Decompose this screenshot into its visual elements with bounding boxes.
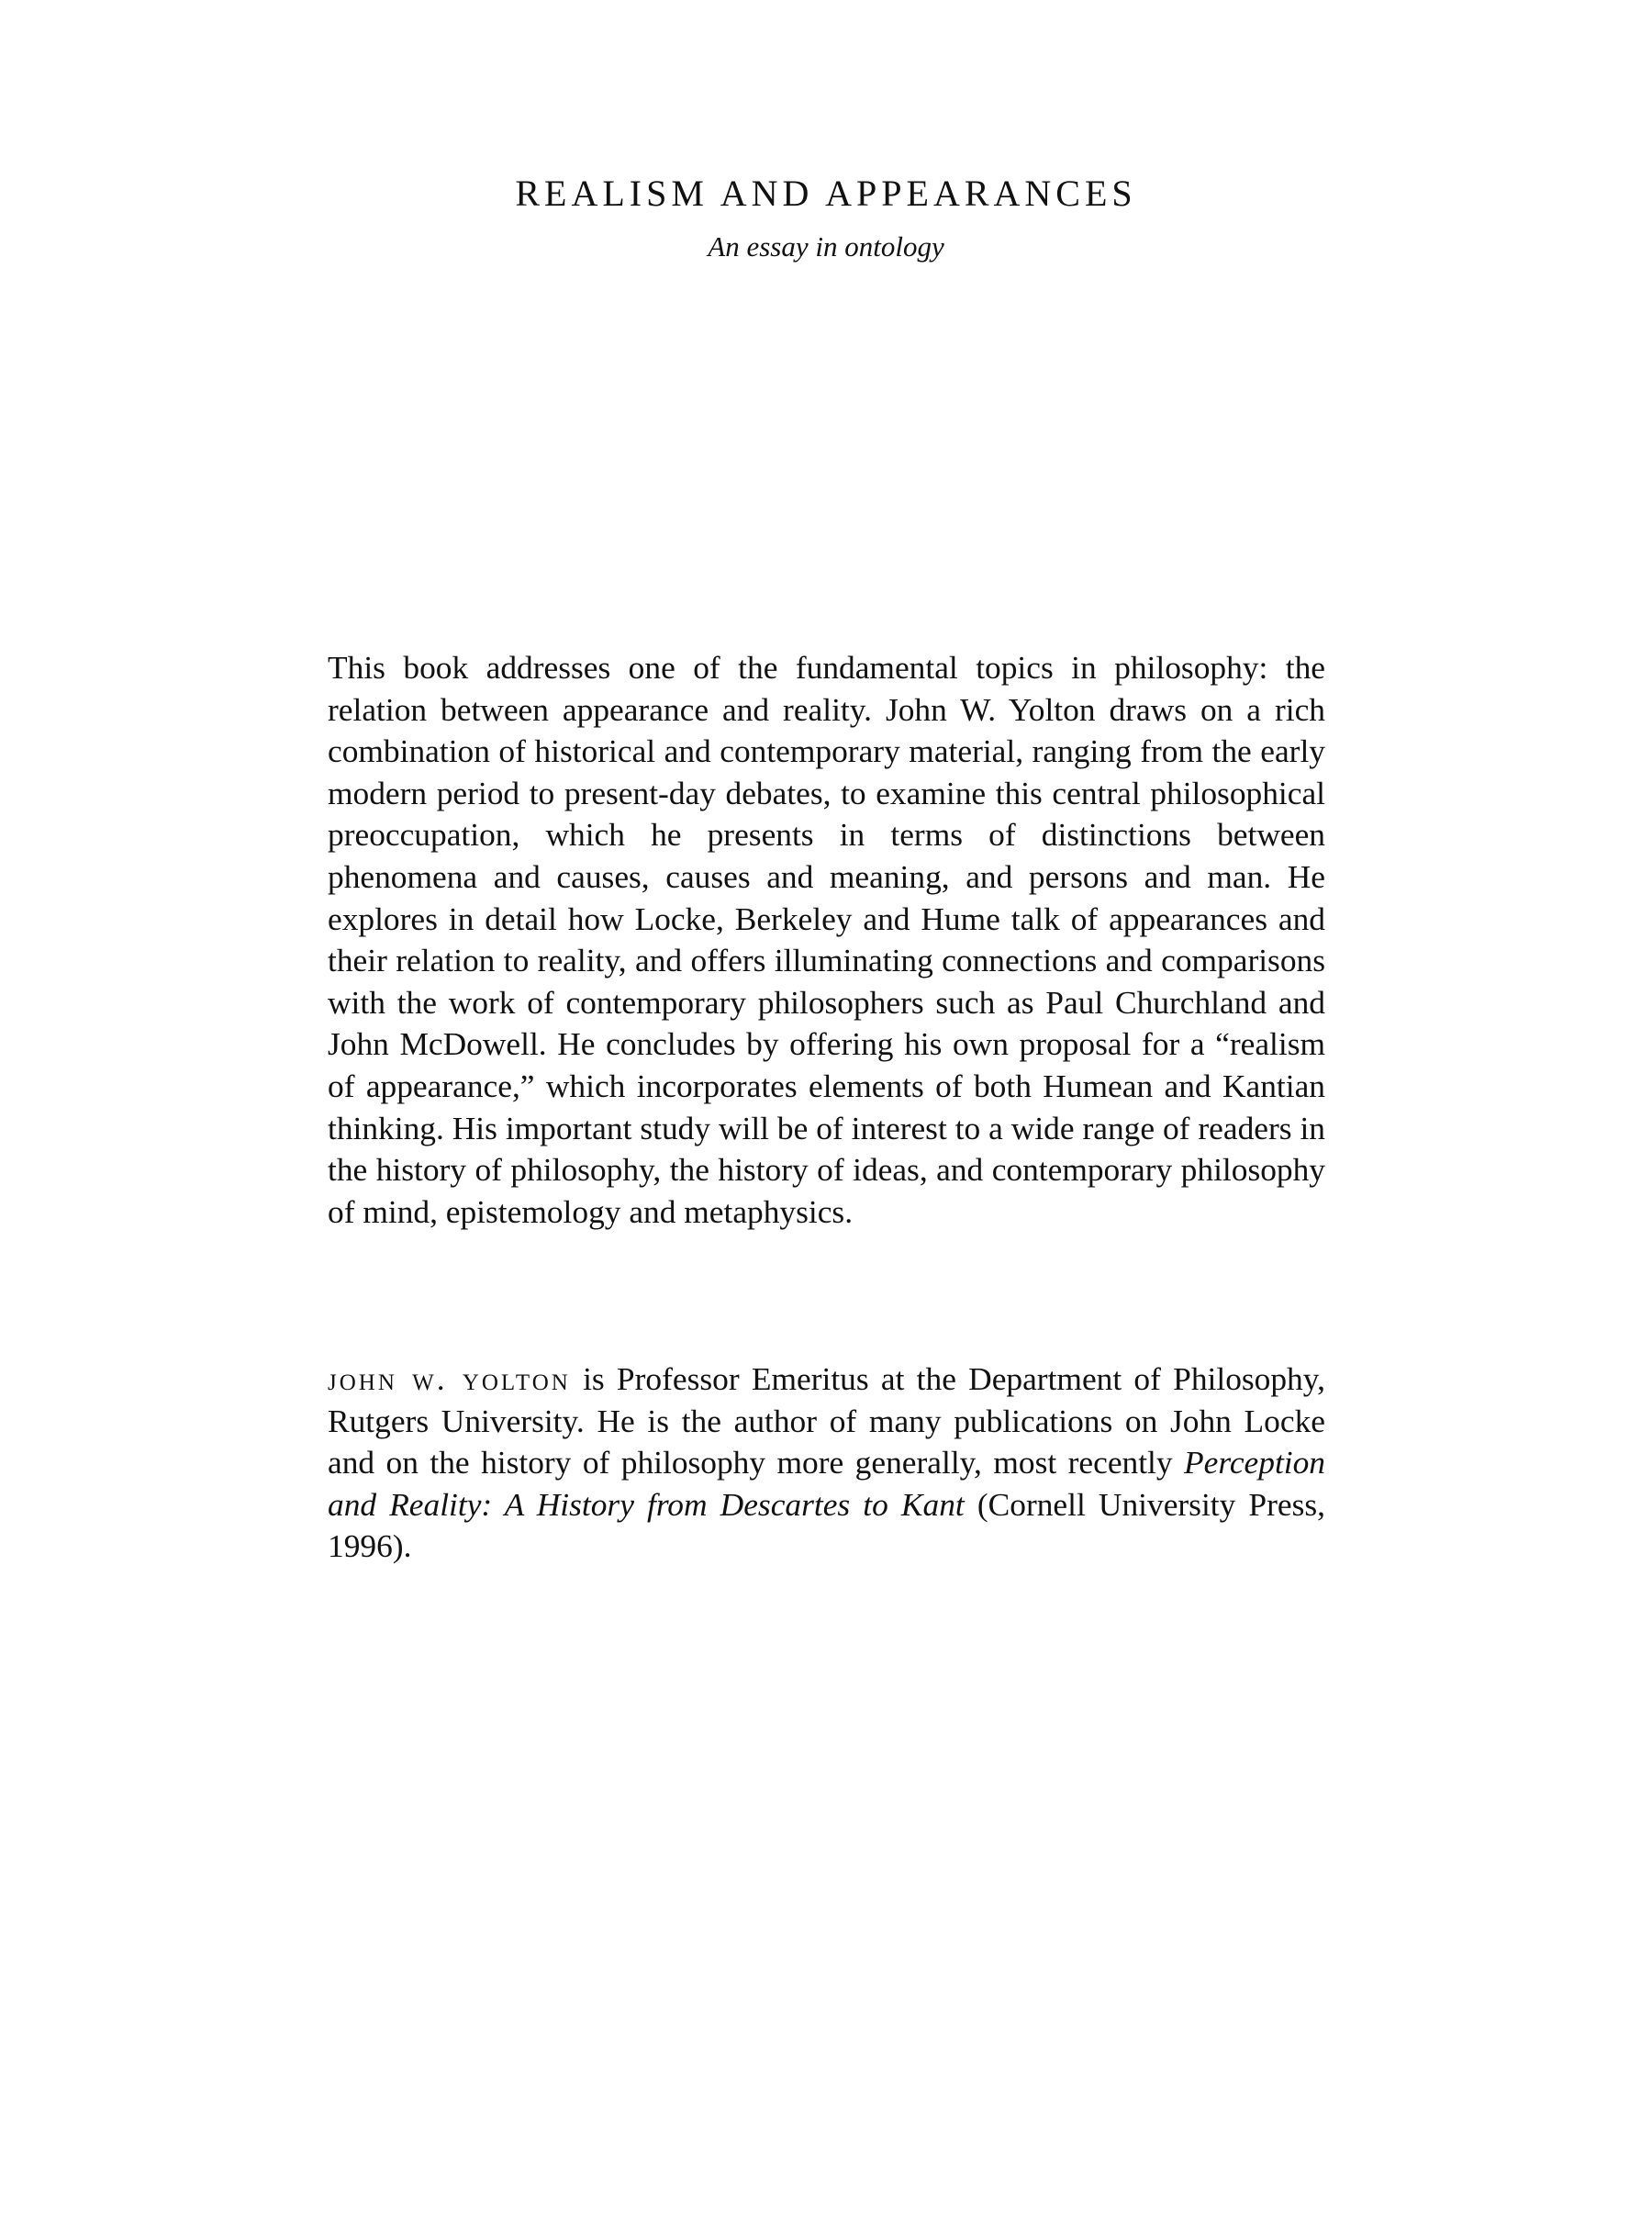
book-description <box>328 647 1325 1233</box>
book-title: REALISM AND APPEARANCES <box>515 173 1137 214</box>
author-bio <box>328 1358 1325 1568</box>
bio-text-before: is Professor Emeritus at the Department of Philosophy, Rutgers University. He is the author of many publications on John Locke and on the history of philosophy more generally, most recently <box>328 1360 1325 1481</box>
title-block <box>0 173 1652 264</box>
referenced-book-title: Perception and Reality: A History from Descartes to Kant <box>328 1444 1325 1523</box>
author-name: john w. yolton <box>328 1360 571 1397</box>
book-subtitle: An essay in ontology <box>708 230 944 263</box>
description-paragraph: This book addresses one of the fundamental topics in philosophy: the relation between appearance and reality. John W. Yolton draws on a rich combination of historical and contemporary material, ranging from the early modern period to present-day debates, to examine this central philosophical preoccupation, which he presents in terms of distinctions between phenomena and causes, causes and meaning, and persons and man. He explores in detail how Locke, Berkeley and Hume talk of appearances and their relation to reality, and offers illuminating connections and comparisons with the work of contemporary philosophers such as Paul Churchland and John McDowell. He concludes by offering his own proposal for a “realism of appearance,” which incorporates elements of both Humean and Kantian thinking. His important study will be of interest to a wide range of readers in the history of philosophy, the history of ideas, and contemporary philosophy of mind, epistemology and metaphysics. <box>328 649 1325 1230</box>
bio-text-after: (Cornell University Press, 1996). <box>328 1485 1325 1565</box>
bio-paragraph <box>328 1358 1325 1568</box>
